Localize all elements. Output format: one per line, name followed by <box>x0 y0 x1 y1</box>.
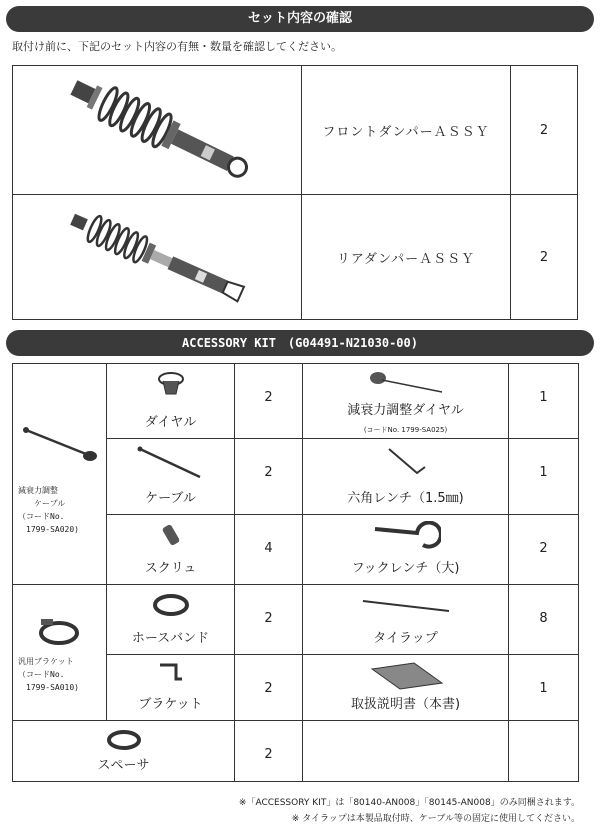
bracket-qty: 2 <box>264 681 273 696</box>
set-contents-intro: 取付け前に、下記のセット内容の有無・数量を確認してください。 <box>12 40 342 53</box>
note-accessory-kit: ※「ACCESSORY KIT」は「80140-AN008」「80145-AN008」のみ同梱されます。 <box>238 798 580 808</box>
empty-cell <box>509 721 579 782</box>
caption-line: 1799-SA020) <box>18 525 79 534</box>
tie-wrap-name: タイラップ <box>373 631 438 646</box>
screw-name: スクリュ <box>144 561 197 576</box>
bracket-name: ブラケット <box>138 697 203 712</box>
caption-line: 1799-SA010) <box>18 683 79 692</box>
tie-wrap-qty: 8 <box>539 611 548 626</box>
set-contents-table <box>12 65 578 320</box>
hose-band-icon <box>151 591 191 619</box>
adjust-dial-name: 減衰力調整ダイヤル <box>347 403 464 418</box>
rear-damper-qty: 2 <box>511 195 578 320</box>
front-damper-qty: 2 <box>511 66 578 195</box>
cable-name: ケーブル <box>145 491 196 506</box>
hook-wrench-icon <box>371 521 441 551</box>
screw-icon <box>158 521 184 549</box>
hex-wrench-name: 六角レンチ（1.5㎜) <box>347 491 464 506</box>
hex-wrench-qty: 1 <box>539 465 548 480</box>
bracket-icon <box>156 661 186 685</box>
set-contents-title: セット内容の確認 <box>247 11 352 26</box>
hose-band-cell <box>107 585 235 655</box>
manual-qty-cell <box>509 655 579 721</box>
tie-wrap-cell <box>303 585 509 655</box>
spacer-qty: 2 <box>264 747 273 762</box>
cable-group-caption <box>18 484 79 536</box>
bracket-cell <box>107 655 235 721</box>
empty-cell <box>303 721 509 782</box>
manual-cell <box>303 655 509 721</box>
hook-wrench-qty: 2 <box>539 541 548 556</box>
table-row <box>13 585 579 655</box>
spacer-qty-cell <box>235 721 303 782</box>
front-damper-image-cell <box>13 66 302 195</box>
hook-wrench-name: フックレンチ（大) <box>351 561 460 576</box>
adjust-dial-code: (コードNo. 1799-SA025) <box>363 426 448 434</box>
spacer-icon <box>106 729 142 751</box>
caption-line: 減衰力調整 <box>18 486 58 495</box>
rear-damper-image <box>13 195 301 315</box>
rear-damper-name: リアダンパーＡＳＳＹ <box>302 195 511 320</box>
table-row <box>13 66 578 195</box>
bracket-assembly-icon <box>37 615 83 649</box>
dial-name: ダイヤル <box>144 415 197 430</box>
tie-wrap-icon <box>361 599 451 613</box>
cable-assembly-icon <box>20 424 100 464</box>
front-damper-image <box>13 66 301 190</box>
accessory-kit-title: ACCESSORY KIT (G04491-N21030-00) <box>182 336 418 350</box>
rear-damper-image-cell <box>13 195 302 320</box>
cable-qty-cell <box>235 439 303 515</box>
dial-qty: 2 <box>264 390 273 405</box>
screw-qty-cell <box>235 515 303 585</box>
manual-qty: 1 <box>539 681 548 696</box>
caption-line: （コードNo. <box>18 670 65 679</box>
hook-wrench-qty-cell <box>509 515 579 585</box>
bracket-group-cell <box>13 585 107 721</box>
table-row <box>13 721 579 782</box>
tie-wrap-qty-cell <box>509 585 579 655</box>
spacer-name: スペーサ <box>97 758 150 773</box>
hose-band-qty: 2 <box>264 611 273 626</box>
dial-cell <box>107 364 235 439</box>
table-row <box>13 195 578 320</box>
accessory-kit-table <box>12 363 579 782</box>
cable-cell <box>107 439 235 515</box>
screw-qty: 4 <box>264 541 273 556</box>
adj-dial-cell <box>303 364 509 439</box>
front-damper-name: フロントダンパーＡＳＳＹ <box>302 66 511 195</box>
set-contents-banner <box>6 6 594 32</box>
manual-name: 取扱説明書（本書) <box>350 697 461 712</box>
cable-group-cell <box>13 364 107 585</box>
note-tie-wrap: ※ タイラップは本製品取付時、ケーブル等の固定に使用してください。 <box>291 814 580 824</box>
bracket-group-caption <box>18 655 79 694</box>
caption-line: ケーブル <box>18 499 66 508</box>
screw-cell <box>107 515 235 585</box>
adjust-dial-icon <box>366 370 446 396</box>
hose-band-name: ホースバンド <box>131 631 210 646</box>
hex-wrench-cell <box>303 439 509 515</box>
adj-dial-qty-cell <box>509 364 579 439</box>
hex-wrench-qty-cell <box>509 439 579 515</box>
adjust-dial-qty: 1 <box>539 390 548 405</box>
caption-line: （コードNo. <box>18 512 65 521</box>
spacer-cell <box>13 721 235 782</box>
hook-wrench-cell <box>303 515 509 585</box>
cable-qty: 2 <box>264 465 273 480</box>
bracket-qty-cell <box>235 655 303 721</box>
manual-icon <box>366 661 446 691</box>
dial-qty-cell <box>235 364 303 439</box>
cable-icon <box>136 445 206 481</box>
dial-icon <box>156 370 186 400</box>
table-row <box>13 364 579 439</box>
hose-band-qty-cell <box>235 585 303 655</box>
accessory-kit-banner <box>6 330 594 356</box>
hex-wrench-icon <box>381 445 431 481</box>
caption-line: 汎用ブラケット <box>18 657 74 666</box>
